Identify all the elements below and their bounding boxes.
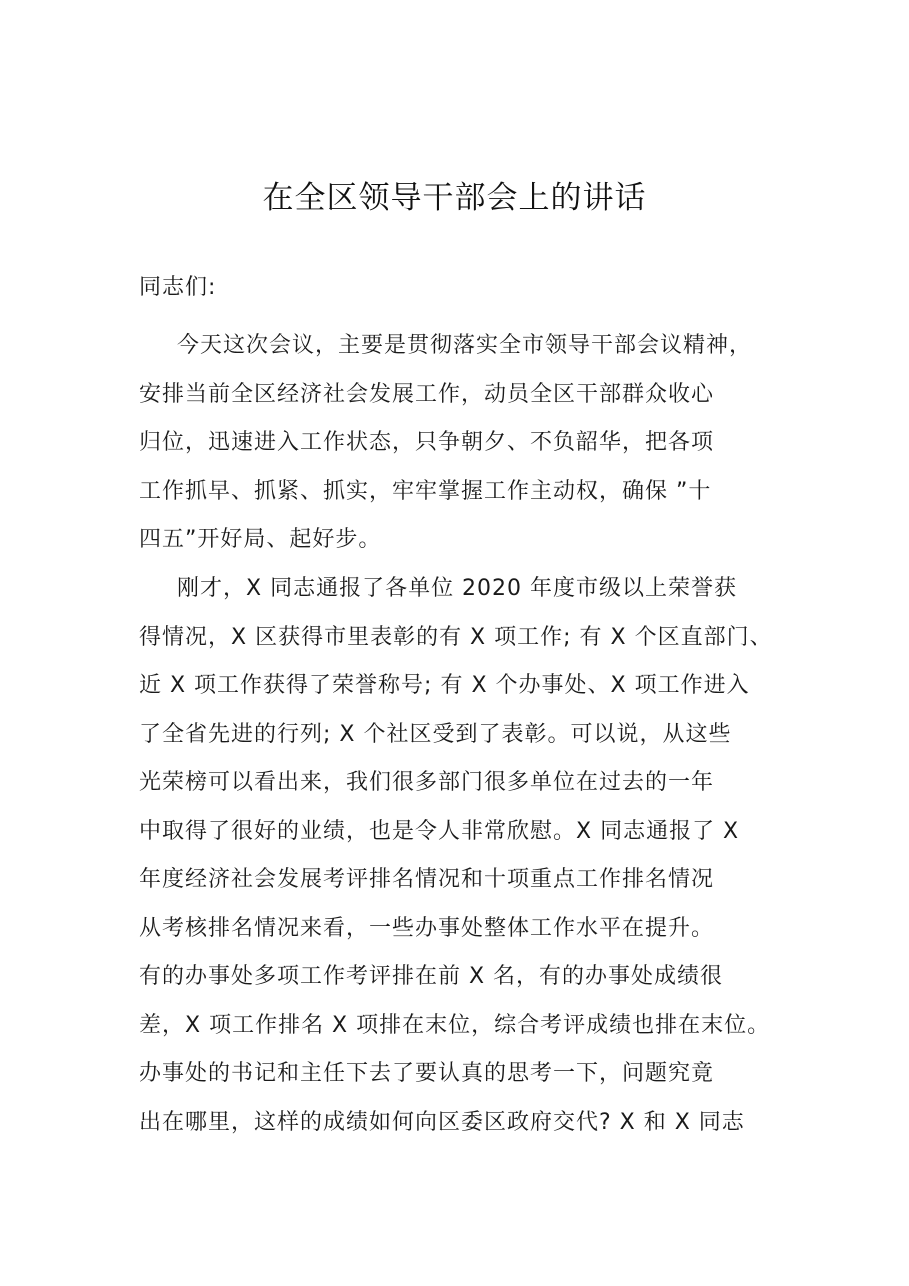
- paragraph-line: 归位，迅速进入工作状态，只争朝夕、不负韶华，把各项: [139, 430, 715, 455]
- paragraph-line: 安排当前全区经济社会发展工作，动员全区干部群众收心: [139, 381, 715, 407]
- paragraph-line: 了全省先进的行列; X 个社区受到了表彰。可以说，从这些: [139, 721, 732, 747]
- paragraph-line: 从考核排名情况来看，一些办事处整体工作水平在提升。: [139, 915, 715, 941]
- paragraph-line: 办事处的书记和主任下去了要认真的思考一下，问题究竟: [139, 1061, 715, 1086]
- paragraph-line: 中取得了很好的业绩，也是令人非常欣慰。X 同志通报了 X: [139, 818, 740, 844]
- document-title: 在全区领导干部会上的讲话: [262, 180, 647, 216]
- paragraph-line: 年度经济社会发展考评排名情况和十项重点工作排名情况: [139, 867, 715, 892]
- paragraph-line: 今天这次会议，主要是贯彻落实全市领导干部会议精神，: [177, 333, 753, 358]
- paragraph-line: 刚才，X 同志通报了各单位 2020 年度市级以上荣誉获: [177, 576, 738, 601]
- paragraph-line: 得情况，X 区获得市里表彰的有 X 项工作; 有 X 个区直部门、: [139, 624, 773, 650]
- paragraph-line: 近 X 项工作获得了荣誉称号; 有 X 个办事处、X 项工作进入: [139, 673, 750, 698]
- paragraph-line: 出在哪里，这样的成绩如何向区委区政府交代? X 和 X 同志: [139, 1109, 745, 1135]
- paragraph-line: 差，X 项工作排名 X 项排在末位，综合考评成绩也排在末位。: [139, 1012, 771, 1038]
- paragraph-1: [139, 322, 779, 565]
- paragraph-2: [139, 565, 779, 1147]
- paragraph-line: 四五”开好局、起好步。: [139, 527, 382, 552]
- paragraph-line: 工作抓早、抓紧、抓实，牢牢掌握工作主动权，确保 ”十: [139, 478, 712, 504]
- paragraph-line: 有的办事处多项工作考评排在前 X 名，有的办事处成绩很: [139, 964, 724, 989]
- paragraph-line: 光荣榜可以看出来，我们很多部门很多单位在过去的一年: [139, 770, 715, 795]
- greeting: 同志们:: [139, 275, 217, 300]
